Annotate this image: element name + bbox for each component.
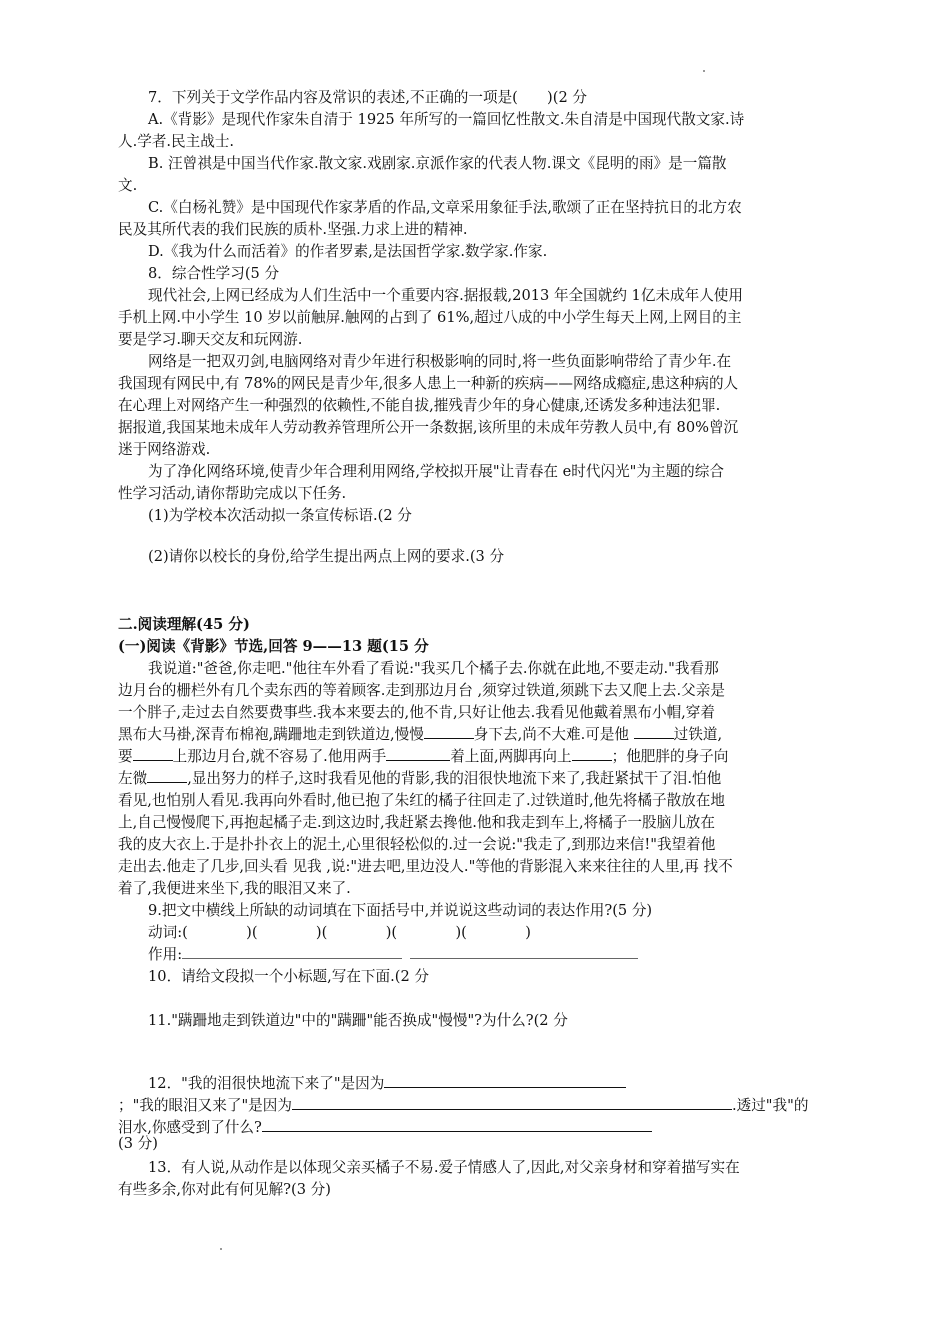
q7-option-d: D.《我为什么而活着》的作者罗素,是法国哲学家.数学家.作家. bbox=[148, 243, 548, 260]
q8-para3-line: 性学习活动,请你帮助完成以下任务. bbox=[118, 485, 347, 502]
q8-para1-line: 手机上网.中小学生 10 岁以前触屏.触网的占到了 61%,超过八成的中小学生每天上网,上网目的主 bbox=[118, 309, 742, 326]
fill-blank-3[interactable] bbox=[133, 746, 173, 761]
fill-blank-2[interactable] bbox=[634, 724, 674, 739]
passage-text: 身下去,尚不大难.可是他 bbox=[473, 726, 634, 743]
passage-line: 走出去.他走了几步,回头看 见我 ,说:"进去吧,里边没人."等他的背影混入来来往往的人里,再 找不 bbox=[118, 858, 733, 875]
passage-line-blanks bbox=[118, 768, 838, 790]
q12-score: (3 分) bbox=[118, 1135, 158, 1152]
section-subtitle: (一)阅读《背影》节选,回答 9——13 题(15 分 bbox=[118, 638, 429, 655]
passage-line: 一个胖子,走过去自然要费事些.我本来要去的,他不肯,只好让他去.我看见他戴着黑布小帽,穿着 bbox=[118, 704, 715, 721]
page-mark bbox=[220, 1248, 222, 1250]
passage-text: 过铁道, bbox=[673, 726, 723, 743]
q10-stem: 10．请给文段拟一个小标题,写在下面.(2 分 bbox=[148, 968, 429, 985]
q12-text: ；"我的眼泪又来了"是因为 bbox=[118, 1097, 292, 1114]
q9-effect-label: 作用: bbox=[148, 946, 183, 963]
q8-stem: 8．综合性学习(5 分 bbox=[148, 265, 280, 282]
q8-para2: 网络是一把双刃剑,电脑网络对青少年进行积极影响的同时,将一些负面影响带给了青少年.在 bbox=[148, 353, 732, 370]
q12-answer-3[interactable] bbox=[262, 1117, 652, 1132]
q9-effect-row bbox=[148, 944, 868, 966]
q12-text: 泪水,你感受到了什么? bbox=[118, 1119, 262, 1136]
q12-answer-2[interactable] bbox=[292, 1095, 732, 1110]
q9-verbs-answer[interactable]: 动词:( )( )( )( )( ) bbox=[148, 924, 531, 941]
passage-line: 我说道:"爸爸,你走吧."他往车外看了看说:"我买几个橘子去.你就在此地,不要走动."我看那 bbox=[148, 660, 719, 677]
passage-line-blanks bbox=[118, 724, 838, 746]
passage-text: ；他肥胖的身子向 bbox=[611, 748, 729, 765]
q7-option-c: C.《白杨礼赞》是中国现代作家茅盾的作品,文章采用象征手法,歌颂了正在坚持抗日的北方农 bbox=[148, 199, 742, 216]
q7-option-b: B. 汪曾祺是中国当代作家.散文家.戏剧家.京派作家的代表人物.课文《昆明的雨》是一篇散 bbox=[148, 155, 727, 172]
passage-line: 看见,也怕别人看见.我再向外看时,他已抱了朱红的橘子往回走了.过铁道时,他先将橘子散放在地 bbox=[118, 792, 725, 809]
section-title: 二.阅读理解(45 分) bbox=[118, 616, 250, 633]
q13-stem: 13．有人说,从动作是以体现父亲买橘子不易.爱子情感人了,因此,对父亲身材和穿着描写实在 bbox=[148, 1159, 740, 1176]
passage-text: 上那边月台,就不容易了.他用两手 bbox=[172, 748, 387, 765]
q12-text: .透过"我"的 bbox=[731, 1097, 809, 1114]
q7-option-a: A.《背影》是现代作家朱自清于 1925 年所写的一篇回忆性散文.朱自清是中国现代散文家.诗 bbox=[148, 111, 745, 128]
q12-text: 12．"我的泪很快地流下来了"是因为 bbox=[148, 1075, 385, 1092]
q8-para1-line: 要是学习.聊天交友和玩网游. bbox=[118, 331, 303, 348]
q9-stem: 9.把文中横线上所缺的动词填在下面括号中,并说说这些动词的表达作用?(5 分) bbox=[148, 902, 653, 919]
q8-task-2: (2)请你以校长的身份,给学生提出两点上网的要求.(3 分 bbox=[148, 548, 505, 565]
q11-stem: 11."蹒跚地走到铁道边"中的"蹒跚"能否换成"慢慢"?为什么?(2 分 bbox=[148, 1012, 568, 1029]
q9-effect-answer-1[interactable] bbox=[182, 949, 402, 959]
q12-line-2 bbox=[118, 1095, 838, 1117]
q8-para2-line: 据报道,我国某地未成年人劳动教养管理所公开一条数据,该所里的未成年劳教人员中,有 80%曾沉 bbox=[118, 419, 739, 436]
q8-para2-line: 我国现有网民中,有 78%的网民是青少年,很多人患上一种新的疾病——网络成瘾症,患这种病的人 bbox=[118, 375, 739, 392]
passage-text: 着上面,两脚再向上 bbox=[450, 748, 572, 765]
passage-text: 左微 bbox=[118, 770, 148, 787]
q8-para3: 为了净化网络环境,使青少年合理利用网络,学校拟开展"让青春在 e时代闪光"为主题的综合 bbox=[148, 463, 724, 480]
q8-para2-line: 在心理上对网络产生一种强烈的依赖性,不能自拔,摧残青少年的身心健康,还诱发多种违法犯罪. bbox=[118, 397, 721, 414]
q8-para1: 现代社会,上网已经成为人们生活中一个重要内容.据报载,2013 年全国就约 1亿未成年人使用 bbox=[148, 287, 743, 304]
fill-blank-6[interactable] bbox=[147, 768, 187, 783]
q12-line-1 bbox=[148, 1073, 868, 1095]
passage-text: 要 bbox=[118, 748, 133, 765]
q13-stem-cont: 有些多余,你对此有何见解?(3 分) bbox=[118, 1181, 331, 1198]
q8-para2-line: 迷于网络游戏. bbox=[118, 441, 211, 458]
page-mark bbox=[703, 70, 705, 72]
passage-line: 边月台的栅栏外有几个卖东西的等着顾客.走到那边月台 ,须穿过铁道,须跳下去又爬上去.父亲是 bbox=[118, 682, 725, 699]
q8-task-1: (1)为学校本次活动拟一条宣传标语.(2 分 bbox=[148, 507, 412, 524]
q9-effect-answer-2[interactable] bbox=[410, 949, 638, 959]
q7-option-c-cont: 民及其所代表的我们民族的质朴.坚强.力求上进的精神. bbox=[118, 221, 468, 238]
q7-option-b-cont: 文. bbox=[118, 177, 138, 194]
q7-option-a-cont: 人.学者.民主战士. bbox=[118, 133, 235, 150]
passage-line: 着了,我便进来坐下,我的眼泪又来了. bbox=[118, 880, 351, 897]
fill-blank-5[interactable] bbox=[572, 746, 612, 761]
fill-blank-4[interactable] bbox=[386, 746, 450, 761]
passage-line: 我的皮大衣上.于是扑扑衣上的泥土,心里很轻松似的.过一会说:"我走了,到那边来信!"我望着他 bbox=[118, 836, 716, 853]
passage-text: 黑布大马褂,深青布棉袍,蹒跚地走到铁道边,慢慢 bbox=[118, 726, 424, 743]
q12-answer-1[interactable] bbox=[384, 1073, 626, 1088]
q7-stem: 7．下列关于文学作品内容及常识的表述,不正确的一项是( )(2 分 bbox=[148, 89, 587, 106]
passage-text: ,显出努力的样子,这时我看见他的背影,我的泪很快地流下来了,我赶紧拭干了泪.怕他 bbox=[187, 770, 722, 787]
fill-blank-1[interactable] bbox=[424, 724, 474, 739]
passage-line-blanks bbox=[118, 746, 838, 768]
passage-line: 上,自己慢慢爬下,再抱起橘子走.到这边时,我赶紧去搀他.他和我走到车上,将橘子一股脑儿放在 bbox=[118, 814, 715, 831]
